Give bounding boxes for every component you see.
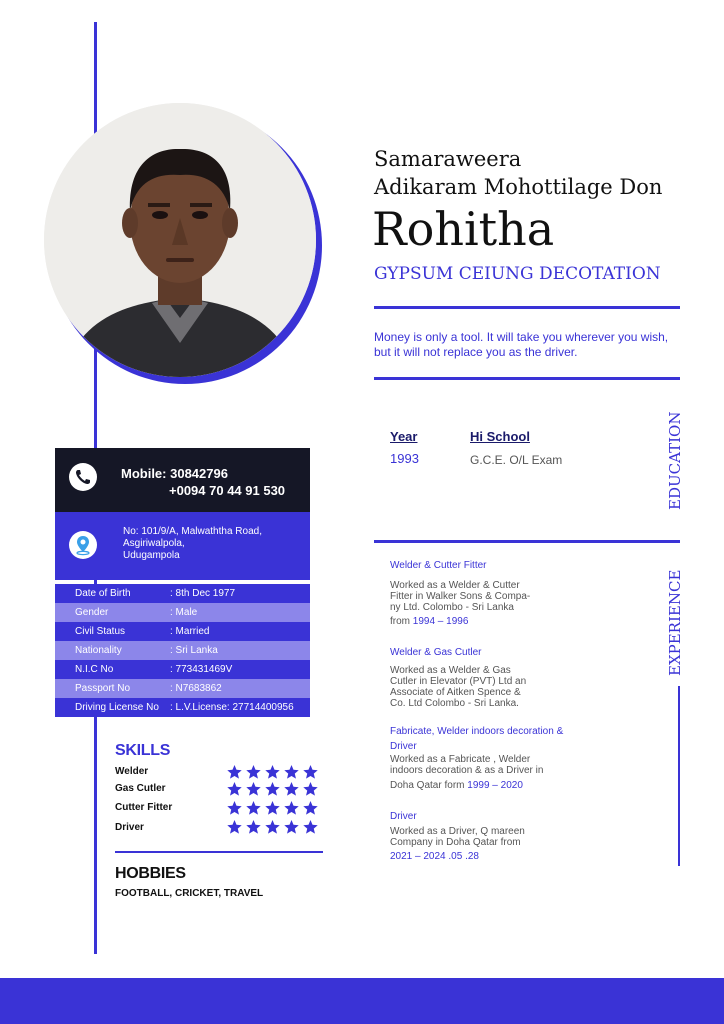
experience-line: Worked as a Welder & Cutter: [390, 580, 520, 591]
address-line-2: Asgiriwalpola,: [123, 538, 185, 549]
education-exam: G.C.E. O/L Exam: [470, 453, 563, 467]
experience-line: Worked as a Fabricate , Welder: [390, 754, 531, 765]
experience-period-line: [390, 851, 560, 863]
star-icon: [302, 800, 319, 816]
divider-skills: [115, 851, 323, 853]
info-row: [55, 603, 310, 622]
info-value: : 773431469V: [170, 664, 233, 675]
job-title: GYPSUM CEIUNG DECOTATION: [374, 264, 661, 284]
info-label: N.I.C No: [75, 664, 114, 675]
skill-stars: [226, 764, 319, 780]
star-icon: [245, 764, 262, 780]
skill-stars: [226, 781, 319, 797]
star-icon: [302, 781, 319, 797]
experience-title: Welder & Cutter Fitter: [390, 560, 487, 571]
skills-title: SKILLS: [115, 742, 171, 759]
info-label: Gender: [75, 607, 109, 618]
star-icon: [226, 800, 243, 816]
info-label: Nationality: [75, 645, 122, 656]
info-label: Civil Status: [75, 626, 126, 637]
experience-item: [390, 559, 560, 628]
star-icon: [264, 764, 281, 780]
hobbies-text: FOOTBALL, CRICKET, TRAVEL: [115, 888, 264, 899]
star-icon: [245, 800, 262, 816]
experience-title: Driver: [390, 811, 417, 822]
divider-education: [374, 540, 680, 543]
experience-line: Fitter in Walker Sons & Compa-: [390, 591, 531, 602]
experience-title: [390, 724, 590, 754]
star-icon: [264, 819, 281, 835]
education-label: EDUCATION: [666, 411, 684, 510]
experience-period-line: [390, 616, 560, 628]
experience-from: Doha Qatar form: [390, 780, 468, 791]
info-label: Date of Birth: [75, 588, 131, 599]
address-line-3: Udugampola: [123, 550, 180, 561]
skill-name: Gas Cutler: [115, 783, 166, 794]
star-icon: [226, 781, 243, 797]
skill-name: Welder: [115, 766, 149, 777]
star-icon: [302, 819, 319, 835]
info-row: [55, 679, 310, 698]
experience-description: [390, 665, 560, 709]
star-icon: [226, 764, 243, 780]
name-last: Rohitha: [372, 202, 555, 256]
experience-line: Cutler in Elevator (PVT) Ltd an: [390, 676, 527, 687]
location-pin-icon: [69, 531, 97, 559]
experience-title: Welder & Gas Cutler: [390, 647, 482, 658]
star-icon: [226, 819, 243, 835]
person-portrait-icon: [44, 103, 316, 377]
info-label: Passport No: [75, 683, 131, 694]
experience-item: [390, 810, 560, 863]
divider-quote: [374, 377, 680, 380]
info-row: [55, 641, 310, 660]
star-icon: [245, 781, 262, 797]
education-year-heading: Year: [390, 429, 418, 444]
skill-name: Cutter Fitter: [115, 802, 173, 813]
divider-top: [374, 306, 680, 309]
info-row: [55, 698, 310, 717]
address: [123, 526, 303, 562]
info-value: : Male: [170, 607, 198, 618]
experience-description: [390, 754, 590, 776]
personal-info-table: [55, 584, 310, 717]
experience-title-line: Fabricate, Welder indoors decoration &: [390, 726, 564, 737]
experience-period: 1999 – 2020: [467, 780, 523, 791]
star-icon: [245, 819, 262, 835]
star-icon: [283, 781, 300, 797]
experience-line: Associate of Aitken Spence &: [390, 687, 521, 698]
experience-item: [390, 646, 560, 709]
info-value: : Married: [170, 626, 210, 637]
hobbies-title: HOBBIES: [115, 865, 186, 882]
info-row: [55, 622, 310, 641]
skill-stars: [226, 819, 319, 835]
skill-stars: [226, 800, 319, 816]
experience-vertical-line: [678, 686, 680, 866]
experience-line: indoors decoration & as a Driver in: [390, 765, 544, 776]
experience-line: Worked as a Driver, Q mareen: [390, 826, 525, 837]
experience-period: 1994 – 1996: [412, 616, 469, 627]
skill-name: Driver: [115, 822, 144, 833]
experience-description: [390, 826, 560, 848]
education-year: 1993: [390, 451, 419, 466]
footer-bar: [0, 978, 724, 1024]
experience-period-line: [390, 780, 590, 792]
info-value: : 8th Dec 1977: [170, 588, 236, 599]
experience-title-line: Driver: [390, 741, 417, 752]
info-label: Driving License No: [75, 702, 159, 713]
experience-description: [390, 580, 560, 613]
experience-item: [390, 724, 590, 792]
info-row: [55, 584, 310, 603]
profile-photo: [44, 103, 322, 384]
mobile-number-alt: +0094 70 44 91 530: [169, 483, 286, 498]
name-line-2: Adikaram Mohottilage Don: [374, 175, 663, 199]
experience-period: 2021 – 2024 .05 .28: [390, 851, 479, 862]
name-line-1: Samaraweera: [374, 147, 522, 171]
experience-from: from: [390, 616, 413, 627]
star-icon: [302, 764, 319, 780]
experience-line: Co. Ltd Colombo - Sri Lanka.: [390, 698, 519, 709]
mobile-number: Mobile: 30842796: [121, 466, 228, 481]
experience-label: EXPERIENCE: [666, 569, 684, 676]
info-value: : Sri Lanka: [170, 645, 218, 656]
phone-icon: [69, 463, 97, 491]
star-icon: [283, 819, 300, 835]
experience-line: Company in Doha Qatar from: [390, 837, 521, 848]
star-icon: [283, 800, 300, 816]
experience-line: Worked as a Welder & Gas: [390, 665, 511, 676]
address-line-1: No: 101/9/A, Malwaththa Road,: [123, 526, 262, 537]
experience-line: ny Ltd. Colombo - Sri Lanka: [390, 602, 514, 613]
info-value: : L.V.License: 27714400956: [170, 702, 294, 713]
info-row: [55, 660, 310, 679]
star-icon: [283, 764, 300, 780]
portrait-image: [44, 103, 316, 377]
education-school-heading: Hi School: [470, 429, 530, 444]
quote-text: Money is only a tool. It will take you wherever you wish, but it will not replace you as the driver.: [374, 330, 669, 359]
star-icon: [264, 781, 281, 797]
info-value: : N7683862: [170, 683, 222, 694]
star-icon: [264, 800, 281, 816]
